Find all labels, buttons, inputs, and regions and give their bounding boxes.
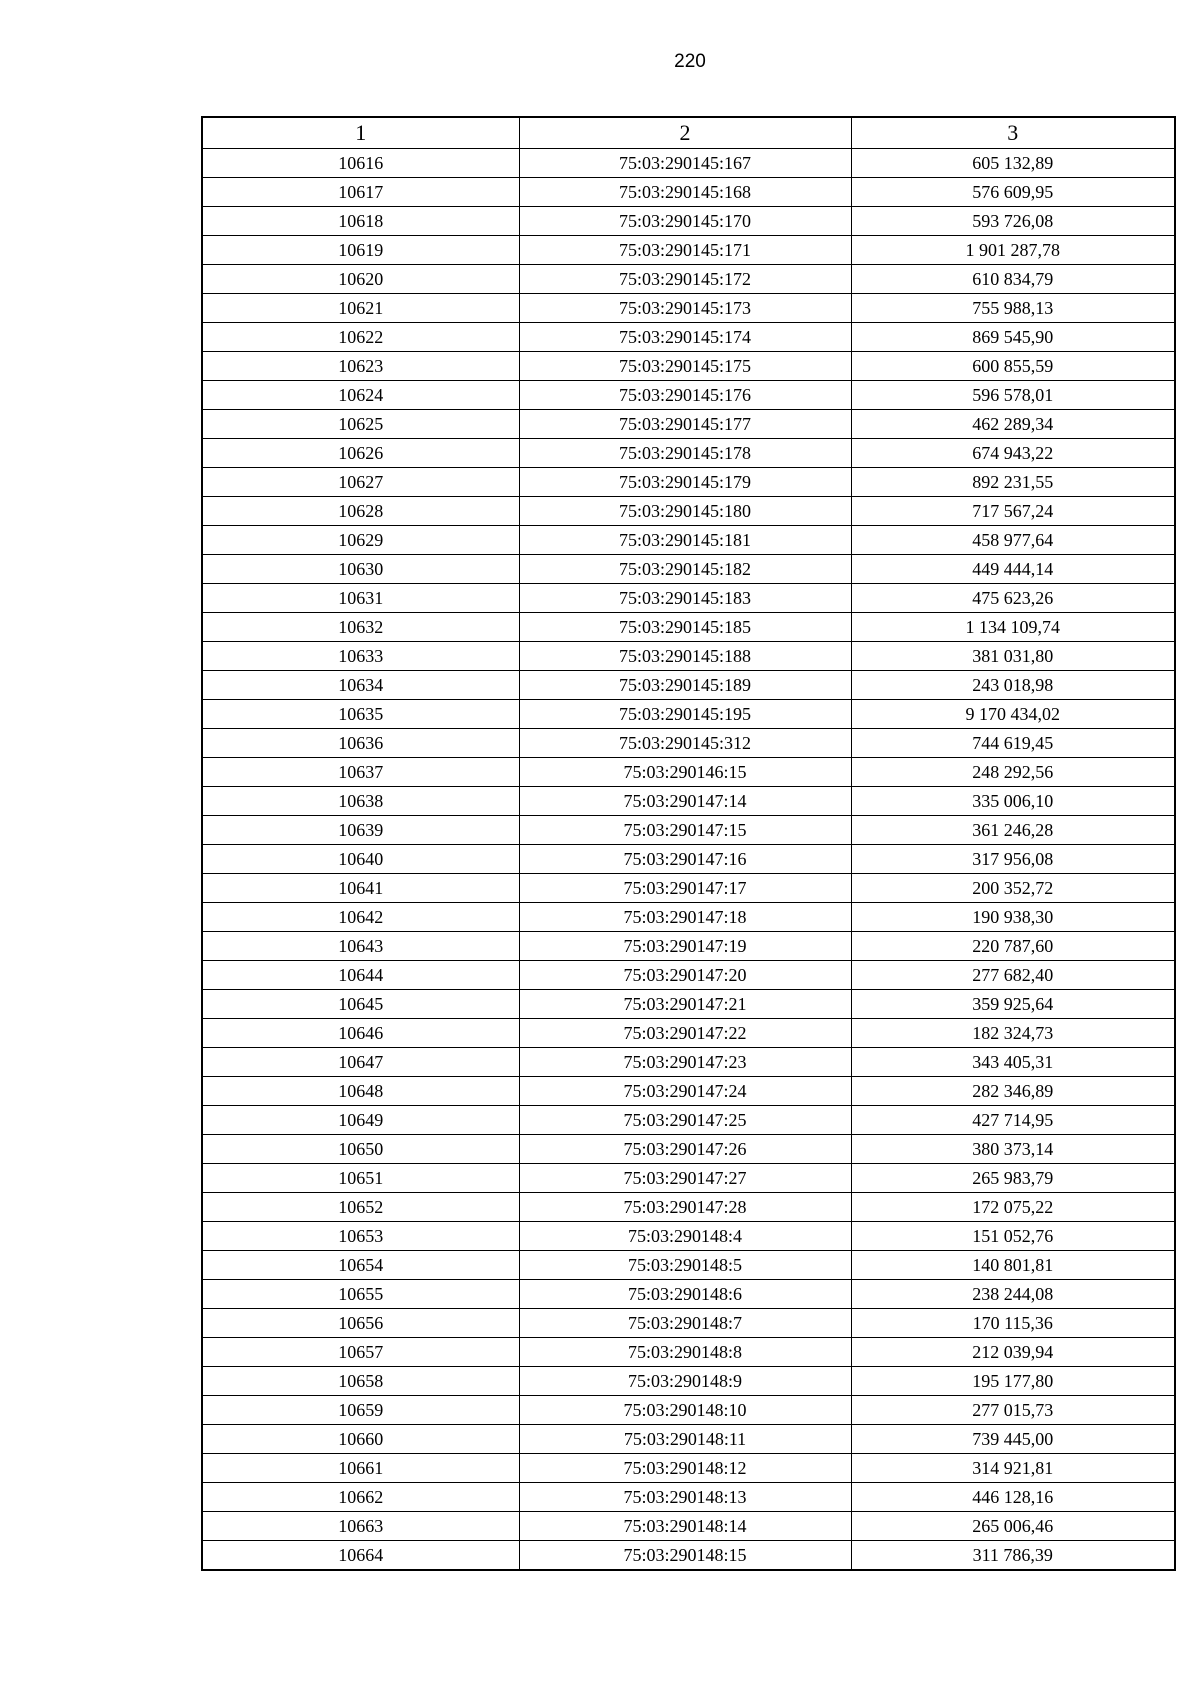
cadastral-number-cell: 75:03:290146:15 [519,758,851,787]
value-cell: 744 619,45 [851,729,1175,758]
cadastral-number-cell: 75:03:290147:22 [519,1019,851,1048]
table-row [202,410,1175,439]
value-cell: 200 352,72 [851,874,1175,903]
cadastral-number-cell: 75:03:290148:12 [519,1454,851,1483]
table-row [202,1425,1175,1454]
row-number-cell: 10661 [202,1454,519,1483]
value-cell: 190 938,30 [851,903,1175,932]
cadastral-number-cell: 75:03:290145:176 [519,381,851,410]
row-number-cell: 10654 [202,1251,519,1280]
row-number-cell: 10637 [202,758,519,787]
table-row [202,555,1175,584]
value-cell: 359 925,64 [851,990,1175,1019]
row-number-cell: 10635 [202,700,519,729]
cadastral-number-cell: 75:03:290148:10 [519,1396,851,1425]
row-number-cell: 10620 [202,265,519,294]
value-cell: 458 977,64 [851,526,1175,555]
table-row [202,1280,1175,1309]
row-number-cell: 10646 [202,1019,519,1048]
table-row [202,874,1175,903]
cadastral-number-cell: 75:03:290147:24 [519,1077,851,1106]
row-number-cell: 10617 [202,178,519,207]
table-row [202,439,1175,468]
row-number-cell: 10660 [202,1425,519,1454]
table-row [202,787,1175,816]
cadastral-number-cell: 75:03:290145:174 [519,323,851,352]
value-cell: 605 132,89 [851,149,1175,178]
cadastral-number-cell: 75:03:290148:5 [519,1251,851,1280]
cadastral-number-cell: 75:03:290145:312 [519,729,851,758]
row-number-cell: 10628 [202,497,519,526]
value-cell: 265 983,79 [851,1164,1175,1193]
cadastral-number-cell: 75:03:290147:23 [519,1048,851,1077]
table-body [202,149,1175,1571]
value-cell: 462 289,34 [851,410,1175,439]
row-number-cell: 10616 [202,149,519,178]
cadastral-number-cell: 75:03:290145:195 [519,700,851,729]
value-cell: 212 039,94 [851,1338,1175,1367]
cadastral-number-cell: 75:03:290147:16 [519,845,851,874]
table-row [202,265,1175,294]
value-cell: 343 405,31 [851,1048,1175,1077]
table-row [202,1251,1175,1280]
cadastral-number-cell: 75:03:290147:27 [519,1164,851,1193]
row-number-cell: 10651 [202,1164,519,1193]
value-cell: 361 246,28 [851,816,1175,845]
table-row [202,903,1175,932]
value-cell: 314 921,81 [851,1454,1175,1483]
table-row [202,1512,1175,1541]
cadastral-number-cell: 75:03:290147:26 [519,1135,851,1164]
value-cell: 610 834,79 [851,265,1175,294]
value-cell: 427 714,95 [851,1106,1175,1135]
table-row [202,1367,1175,1396]
value-cell: 195 177,80 [851,1367,1175,1396]
table-row [202,729,1175,758]
column-header-2: 2 [519,117,851,149]
value-cell: 140 801,81 [851,1251,1175,1280]
table-row [202,845,1175,874]
table-row [202,352,1175,381]
table-row [202,700,1175,729]
table-row [202,1048,1175,1077]
cadastral-number-cell: 75:03:290145:182 [519,555,851,584]
cadastral-number-cell: 75:03:290145:171 [519,236,851,265]
table-row [202,758,1175,787]
row-number-cell: 10649 [202,1106,519,1135]
cadastral-number-cell: 75:03:290145:172 [519,265,851,294]
value-cell: 600 855,59 [851,352,1175,381]
value-cell: 475 623,26 [851,584,1175,613]
row-number-cell: 10644 [202,961,519,990]
row-number-cell: 10641 [202,874,519,903]
value-cell: 220 787,60 [851,932,1175,961]
row-number-cell: 10639 [202,816,519,845]
table-row [202,497,1175,526]
value-cell: 446 128,16 [851,1483,1175,1512]
value-cell: 172 075,22 [851,1193,1175,1222]
value-cell: 151 052,76 [851,1222,1175,1251]
table-row [202,1222,1175,1251]
row-number-cell: 10655 [202,1280,519,1309]
row-number-cell: 10647 [202,1048,519,1077]
value-cell: 869 545,90 [851,323,1175,352]
row-number-cell: 10658 [202,1367,519,1396]
table-row [202,323,1175,352]
cadastral-number-cell: 75:03:290145:179 [519,468,851,497]
value-cell: 311 786,39 [851,1541,1175,1571]
value-cell: 9 170 434,02 [851,700,1175,729]
cadastral-number-cell: 75:03:290147:21 [519,990,851,1019]
row-number-cell: 10662 [202,1483,519,1512]
row-number-cell: 10656 [202,1309,519,1338]
row-number-cell: 10622 [202,323,519,352]
value-cell: 576 609,95 [851,178,1175,207]
value-cell: 596 578,01 [851,381,1175,410]
cadastral-number-cell: 75:03:290145:185 [519,613,851,642]
table-row [202,1454,1175,1483]
row-number-cell: 10621 [202,294,519,323]
table-row [202,613,1175,642]
table-row [202,1019,1175,1048]
row-number-cell: 10627 [202,468,519,497]
cadastral-number-cell: 75:03:290147:18 [519,903,851,932]
table-row [202,1164,1175,1193]
cadastral-number-cell: 75:03:290148:11 [519,1425,851,1454]
row-number-cell: 10640 [202,845,519,874]
row-number-cell: 10636 [202,729,519,758]
value-cell: 277 682,40 [851,961,1175,990]
value-cell: 380 373,14 [851,1135,1175,1164]
row-number-cell: 10630 [202,555,519,584]
value-cell: 674 943,22 [851,439,1175,468]
value-cell: 717 567,24 [851,497,1175,526]
table-row [202,381,1175,410]
data-table [201,116,1176,1571]
value-cell: 739 445,00 [851,1425,1175,1454]
row-number-cell: 10632 [202,613,519,642]
cadastral-number-cell: 75:03:290147:25 [519,1106,851,1135]
row-number-cell: 10633 [202,642,519,671]
value-cell: 277 015,73 [851,1396,1175,1425]
row-number-cell: 10659 [202,1396,519,1425]
cadastral-number-cell: 75:03:290148:6 [519,1280,851,1309]
row-number-cell: 10624 [202,381,519,410]
row-number-cell: 10618 [202,207,519,236]
row-number-cell: 10619 [202,236,519,265]
row-number-cell: 10629 [202,526,519,555]
value-cell: 892 231,55 [851,468,1175,497]
table-row [202,932,1175,961]
table-row [202,1106,1175,1135]
row-number-cell: 10648 [202,1077,519,1106]
table-header-row [202,117,1175,149]
cadastral-number-cell: 75:03:290145:178 [519,439,851,468]
table-row [202,468,1175,497]
table-row [202,990,1175,1019]
row-number-cell: 10645 [202,990,519,1019]
table-row [202,294,1175,323]
cadastral-number-cell: 75:03:290145:181 [519,526,851,555]
value-cell: 1 901 287,78 [851,236,1175,265]
table-row [202,1541,1175,1571]
table-row [202,1396,1175,1425]
cadastral-number-cell: 75:03:290147:14 [519,787,851,816]
cadastral-number-cell: 75:03:290147:19 [519,932,851,961]
value-cell: 182 324,73 [851,1019,1175,1048]
table-row [202,236,1175,265]
cadastral-number-cell: 75:03:290145:167 [519,149,851,178]
cadastral-number-cell: 75:03:290148:4 [519,1222,851,1251]
value-cell: 170 115,36 [851,1309,1175,1338]
cadastral-number-cell: 75:03:290147:20 [519,961,851,990]
cadastral-number-cell: 75:03:290148:14 [519,1512,851,1541]
row-number-cell: 10638 [202,787,519,816]
cadastral-number-cell: 75:03:290145:168 [519,178,851,207]
cadastral-number-cell: 75:03:290145:189 [519,671,851,700]
cadastral-number-cell: 75:03:290145:170 [519,207,851,236]
cadastral-number-cell: 75:03:290145:177 [519,410,851,439]
table-row [202,149,1175,178]
row-number-cell: 10623 [202,352,519,381]
value-cell: 282 346,89 [851,1077,1175,1106]
cadastral-number-cell: 75:03:290145:180 [519,497,851,526]
value-cell: 238 244,08 [851,1280,1175,1309]
value-cell: 243 018,98 [851,671,1175,700]
cadastral-number-cell: 75:03:290147:28 [519,1193,851,1222]
cadastral-number-cell: 75:03:290148:8 [519,1338,851,1367]
cadastral-number-cell: 75:03:290147:17 [519,874,851,903]
table-row [202,816,1175,845]
value-cell: 381 031,80 [851,642,1175,671]
cadastral-number-cell: 75:03:290148:13 [519,1483,851,1512]
table-row [202,671,1175,700]
row-number-cell: 10663 [202,1512,519,1541]
row-number-cell: 10642 [202,903,519,932]
table-row [202,961,1175,990]
value-cell: 1 134 109,74 [851,613,1175,642]
table-row [202,642,1175,671]
row-number-cell: 10643 [202,932,519,961]
cadastral-number-cell: 75:03:290145:173 [519,294,851,323]
cadastral-number-cell: 75:03:290147:15 [519,816,851,845]
value-cell: 593 726,08 [851,207,1175,236]
value-cell: 335 006,10 [851,787,1175,816]
cadastral-number-cell: 75:03:290145:183 [519,584,851,613]
row-number-cell: 10626 [202,439,519,468]
value-cell: 449 444,14 [851,555,1175,584]
column-header-3: 3 [851,117,1175,149]
cadastral-number-cell: 75:03:290148:9 [519,1367,851,1396]
cadastral-number-cell: 75:03:290148:7 [519,1309,851,1338]
value-cell: 265 006,46 [851,1512,1175,1541]
row-number-cell: 10657 [202,1338,519,1367]
page-number: 220 [674,51,706,72]
table-row [202,207,1175,236]
table-row [202,1338,1175,1367]
table-row [202,584,1175,613]
row-number-cell: 10625 [202,410,519,439]
table-row [202,526,1175,555]
row-number-cell: 10634 [202,671,519,700]
table-row [202,1483,1175,1512]
cadastral-number-cell: 75:03:290145:188 [519,642,851,671]
row-number-cell: 10653 [202,1222,519,1251]
row-number-cell: 10631 [202,584,519,613]
cadastral-number-cell: 75:03:290148:15 [519,1541,851,1571]
value-cell: 248 292,56 [851,758,1175,787]
row-number-cell: 10652 [202,1193,519,1222]
table-row [202,1077,1175,1106]
cadastral-number-cell: 75:03:290145:175 [519,352,851,381]
row-number-cell: 10650 [202,1135,519,1164]
table-row [202,1193,1175,1222]
table-row [202,1135,1175,1164]
table-row [202,1309,1175,1338]
table-row [202,178,1175,207]
row-number-cell: 10664 [202,1541,519,1571]
value-cell: 755 988,13 [851,294,1175,323]
column-header-1: 1 [202,117,519,149]
value-cell: 317 956,08 [851,845,1175,874]
